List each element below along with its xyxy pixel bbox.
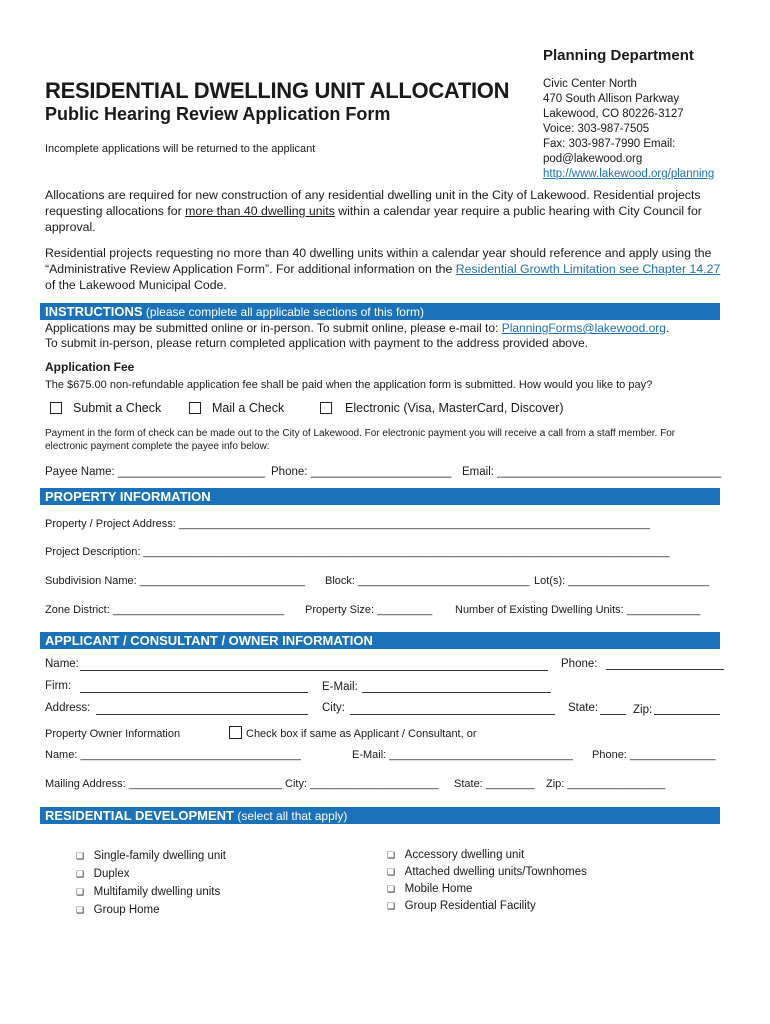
checkbox-bullet-icon[interactable]: ❑	[76, 905, 85, 915]
intro-text: Residential projects requesting no more than 40 dwelling units within a calendar year should reference and apply using the “Administrative Review Application Form”. For additional information on the	[45, 246, 712, 276]
development-header	[40, 807, 720, 824]
lots-field[interactable]: Lot(s): _______________________	[534, 575, 709, 587]
payee-email-field[interactable]: Email: ___________________________________	[462, 466, 721, 478]
development-option-label: Accessory dwelling unit	[404, 849, 525, 861]
applicant-state-input[interactable]	[600, 714, 626, 715]
development-option-label: Multifamily dwelling units	[93, 886, 221, 898]
applicant-header: APPLICANT / CONSULTANT / OWNER INFORMATION	[40, 632, 720, 649]
list-item[interactable]	[76, 904, 226, 922]
property-owner-info-label: Property Owner Information	[45, 728, 181, 740]
intro-paragraph-1	[45, 187, 730, 235]
property-size-field[interactable]: Property Size: _________	[305, 604, 433, 616]
department-name: Planning Department	[543, 47, 694, 64]
address-line: Civic Center North	[543, 78, 637, 90]
form-subtitle: Public Hearing Review Application Form	[45, 104, 391, 124]
address-line: Voice: 303-987-7505	[543, 123, 650, 135]
fee-text: The $675.00 non-refundable application fee shall be paid when the application form is submitted. How would you like to pay?	[45, 379, 653, 391]
payment-note: Payment in the form of check can be made out to the City of Lakewood. For electronic payment you will receive a call from a staff member. For electronic payment complete the payee info below:	[45, 428, 676, 452]
subdivision-field[interactable]: Subdivision Name: ___________________________	[45, 575, 305, 587]
owner-phone-field[interactable]: Phone: ______________	[592, 749, 716, 761]
intro-text: Allocations are required for new construction of any residential dwelling unit in the City of Lakewood. Residential projects requesting allocations for	[45, 188, 701, 218]
payee-phone-field[interactable]: Phone: ______________________	[271, 466, 452, 478]
submit-check-checkbox[interactable]	[50, 402, 62, 414]
applicant-phone-input[interactable]	[606, 669, 724, 670]
list-item[interactable]	[76, 850, 226, 868]
list-item[interactable]	[387, 883, 587, 900]
property-header: PROPERTY INFORMATION	[40, 488, 720, 505]
intro-underlined: more than 40 dwelling units	[185, 204, 335, 218]
mailing-city-field[interactable]: City: _____________________	[285, 778, 439, 790]
project-description-field[interactable]: Project Description: ______________________________________________________________________________________	[45, 546, 670, 558]
incomplete-note: Incomplete applications will be returned to the applicant	[45, 143, 316, 155]
submit-in-person-text: To submit in-person, please return completed application with payment to the address provided above.	[45, 336, 588, 350]
applicant-address-input[interactable]	[96, 714, 308, 715]
address-line: Lakewood, CO 80226-3127	[543, 108, 684, 120]
applicant-city-input[interactable]	[350, 714, 555, 715]
applicant-zip-label: Zip:	[633, 704, 653, 716]
checkbox-bullet-icon[interactable]: ❑	[387, 901, 396, 911]
owner-name-field[interactable]: Name: ____________________________________	[45, 749, 301, 761]
address-line: Fax: 303-987-7990 Email:	[543, 138, 676, 150]
planning-email-link[interactable]: PlanningForms@lakewood.org	[501, 321, 666, 335]
development-right-list	[387, 849, 587, 917]
intro-text: of the Lakewood Municipal Code.	[45, 278, 227, 292]
instructions-heading: INSTRUCTIONS	[45, 304, 143, 319]
instructions-header	[40, 303, 720, 320]
department-address	[543, 77, 743, 182]
list-item[interactable]	[387, 849, 587, 866]
list-item[interactable]	[387, 866, 587, 883]
mailing-address-field[interactable]: Mailing Address: _________________________	[45, 778, 282, 790]
development-option-label: Group Home	[93, 904, 160, 916]
checkbox-bullet-icon[interactable]: ❑	[76, 887, 85, 897]
development-note: (select all that apply)	[234, 809, 348, 823]
address-line: 470 South Allison Parkway	[543, 93, 680, 105]
existing-units-field[interactable]: Number of Existing Dwelling Units: ____________	[455, 604, 701, 616]
development-left-list	[76, 850, 226, 922]
property-address-field[interactable]: Property / Project Address: _____________________________________________________________________________	[45, 518, 650, 530]
applicant-name-label: Name:	[45, 658, 79, 670]
mail-check-checkbox[interactable]	[189, 402, 201, 414]
development-option-label: Single-family dwelling unit	[93, 850, 226, 862]
zone-district-field[interactable]: Zone District: ____________________________	[45, 604, 285, 616]
checkbox-bullet-icon[interactable]: ❑	[387, 867, 396, 877]
checkbox-bullet-icon[interactable]: ❑	[387, 850, 396, 860]
growth-limitation-link[interactable]: Residential Growth Limitation see Chapter 14.27	[455, 262, 721, 276]
owner-email-field[interactable]: E-Mail: ______________________________	[352, 749, 573, 761]
same-as-applicant-label: Check box if same as Applicant / Consultant, or	[246, 728, 477, 740]
development-option-label: Group Residential Facility	[404, 900, 536, 912]
applicant-state-label: State:	[568, 702, 599, 714]
submit-check-label: Submit a Check	[73, 401, 162, 415]
submit-online-text	[45, 321, 669, 335]
list-item[interactable]	[76, 868, 226, 886]
applicant-email-input[interactable]	[362, 692, 551, 693]
address-line: pod@lakewood.org	[543, 153, 643, 165]
fee-heading: Application Fee	[45, 360, 135, 374]
block-field[interactable]: Block: ____________________________	[325, 575, 530, 587]
firm-label: Firm:	[45, 680, 72, 692]
firm-input[interactable]	[80, 692, 308, 693]
applicant-name-input[interactable]	[80, 670, 548, 671]
instruction-text: .	[665, 321, 670, 335]
checkbox-bullet-icon[interactable]: ❑	[76, 869, 85, 879]
payee-name-field[interactable]: Payee Name: _______________________	[45, 466, 265, 478]
development-option-label: Mobile Home	[404, 883, 473, 895]
development-option-label: Duplex	[93, 868, 130, 880]
applicant-address-label: Address:	[45, 702, 91, 714]
intro-text: within a calendar year require a public hearing with City Council for approval.	[45, 204, 702, 234]
development-heading: RESIDENTIAL DEVELOPMENT	[45, 808, 235, 823]
form-title: RESIDENTIAL DWELLING UNIT ALLOCATION	[45, 78, 510, 103]
same-as-applicant-checkbox[interactable]	[229, 726, 242, 739]
electronic-payment-checkbox[interactable]	[320, 402, 332, 414]
electronic-payment-label: Electronic (Visa, MasterCard, Discover)	[345, 401, 564, 415]
mailing-zip-field[interactable]: Zip: ________________	[546, 778, 666, 790]
list-item[interactable]	[387, 900, 587, 917]
applicant-zip-input[interactable]	[654, 714, 720, 715]
applicant-phone-label: Phone:	[561, 658, 598, 670]
checkbox-bullet-icon[interactable]: ❑	[76, 851, 85, 861]
applicant-city-label: City:	[322, 702, 345, 714]
instruction-text: Applications may be submitted online or in-person. To submit online, please e-mail to:	[45, 321, 502, 335]
development-option-label: Attached dwelling units/Townhomes	[404, 866, 587, 878]
applicant-email-label: E-Mail:	[322, 681, 358, 693]
instructions-note: (please complete all applicable sections of this form)	[142, 305, 424, 319]
intro-paragraph-2	[45, 245, 730, 293]
list-item[interactable]	[76, 886, 226, 904]
checkbox-bullet-icon[interactable]: ❑	[387, 884, 396, 894]
mailing-state-field[interactable]: State: ________	[454, 778, 535, 790]
mail-check-label: Mail a Check	[212, 401, 285, 415]
website-link[interactable]: http://www.lakewood.org/planning	[543, 168, 715, 180]
